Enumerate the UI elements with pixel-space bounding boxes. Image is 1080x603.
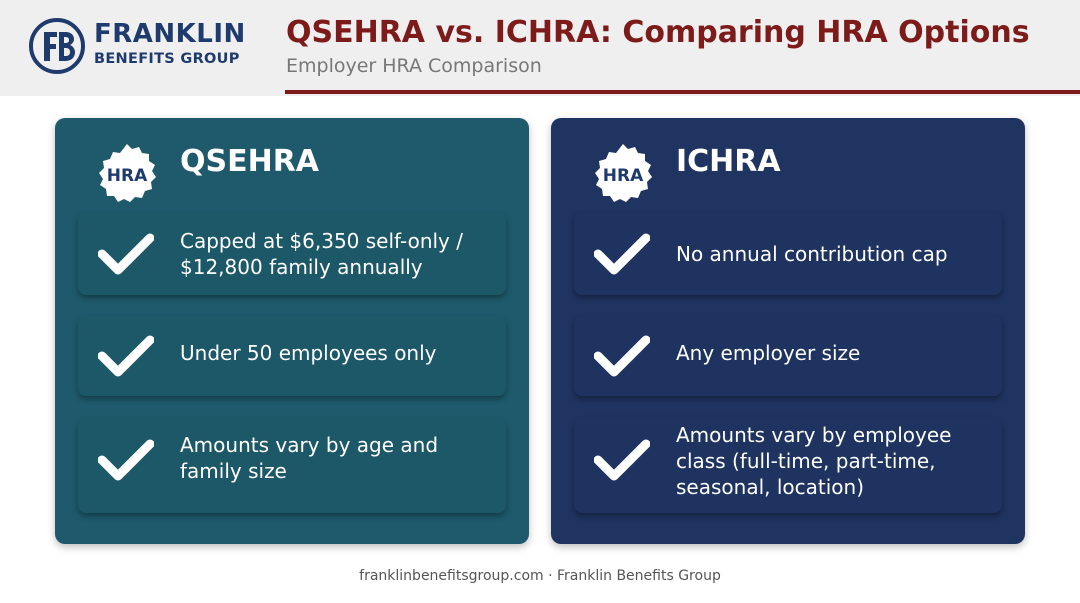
panel-heading: ICHRA <box>676 144 781 179</box>
checkmark-icon <box>594 230 650 278</box>
feature-card <box>78 316 506 396</box>
footer-text: franklinbenefitsgroup.com · Franklin Benefits Group <box>359 568 721 584</box>
feature-text: Amounts vary by employee class (full-time, part-time, seasonal, location) <box>676 423 952 499</box>
feature-text: No annual contribution cap <box>676 242 948 266</box>
feature-card <box>574 316 1002 396</box>
checkmark-icon <box>98 332 154 380</box>
brand-tagline: BENEFITS GROUP <box>94 51 240 67</box>
feature-text: Amounts vary by age and family size <box>180 433 439 483</box>
hra-badge-icon <box>95 142 159 206</box>
brand-name: FRANKLIN <box>94 19 246 49</box>
page-subtitle: Employer HRA Comparison <box>286 55 542 77</box>
badge-label: HRA <box>106 166 148 186</box>
badge-label: HRA <box>602 166 644 186</box>
hra-badge-icon <box>591 142 655 206</box>
checkmark-icon <box>594 436 650 484</box>
checkmark-icon <box>594 332 650 380</box>
feature-card <box>574 418 1002 513</box>
feature-card <box>574 213 1002 295</box>
feature-card <box>78 213 506 295</box>
header-bar <box>0 0 1080 96</box>
panel-heading: QSEHRA <box>180 144 320 179</box>
feature-text: Any employer size <box>676 341 861 365</box>
ichra-panel <box>551 118 1025 544</box>
fb-monogram-icon <box>28 17 86 75</box>
feature-text: Capped at $6,350 self-only / $12,800 family annually <box>180 229 463 279</box>
feature-text: Under 50 employees only <box>180 341 437 365</box>
checkmark-icon <box>98 436 154 484</box>
page-title: QSEHRA vs. ICHRA: Comparing HRA Options <box>286 15 1030 50</box>
qsehra-panel <box>55 118 529 544</box>
title-divider <box>285 90 1080 94</box>
checkmark-icon <box>98 230 154 278</box>
feature-card <box>78 418 506 513</box>
